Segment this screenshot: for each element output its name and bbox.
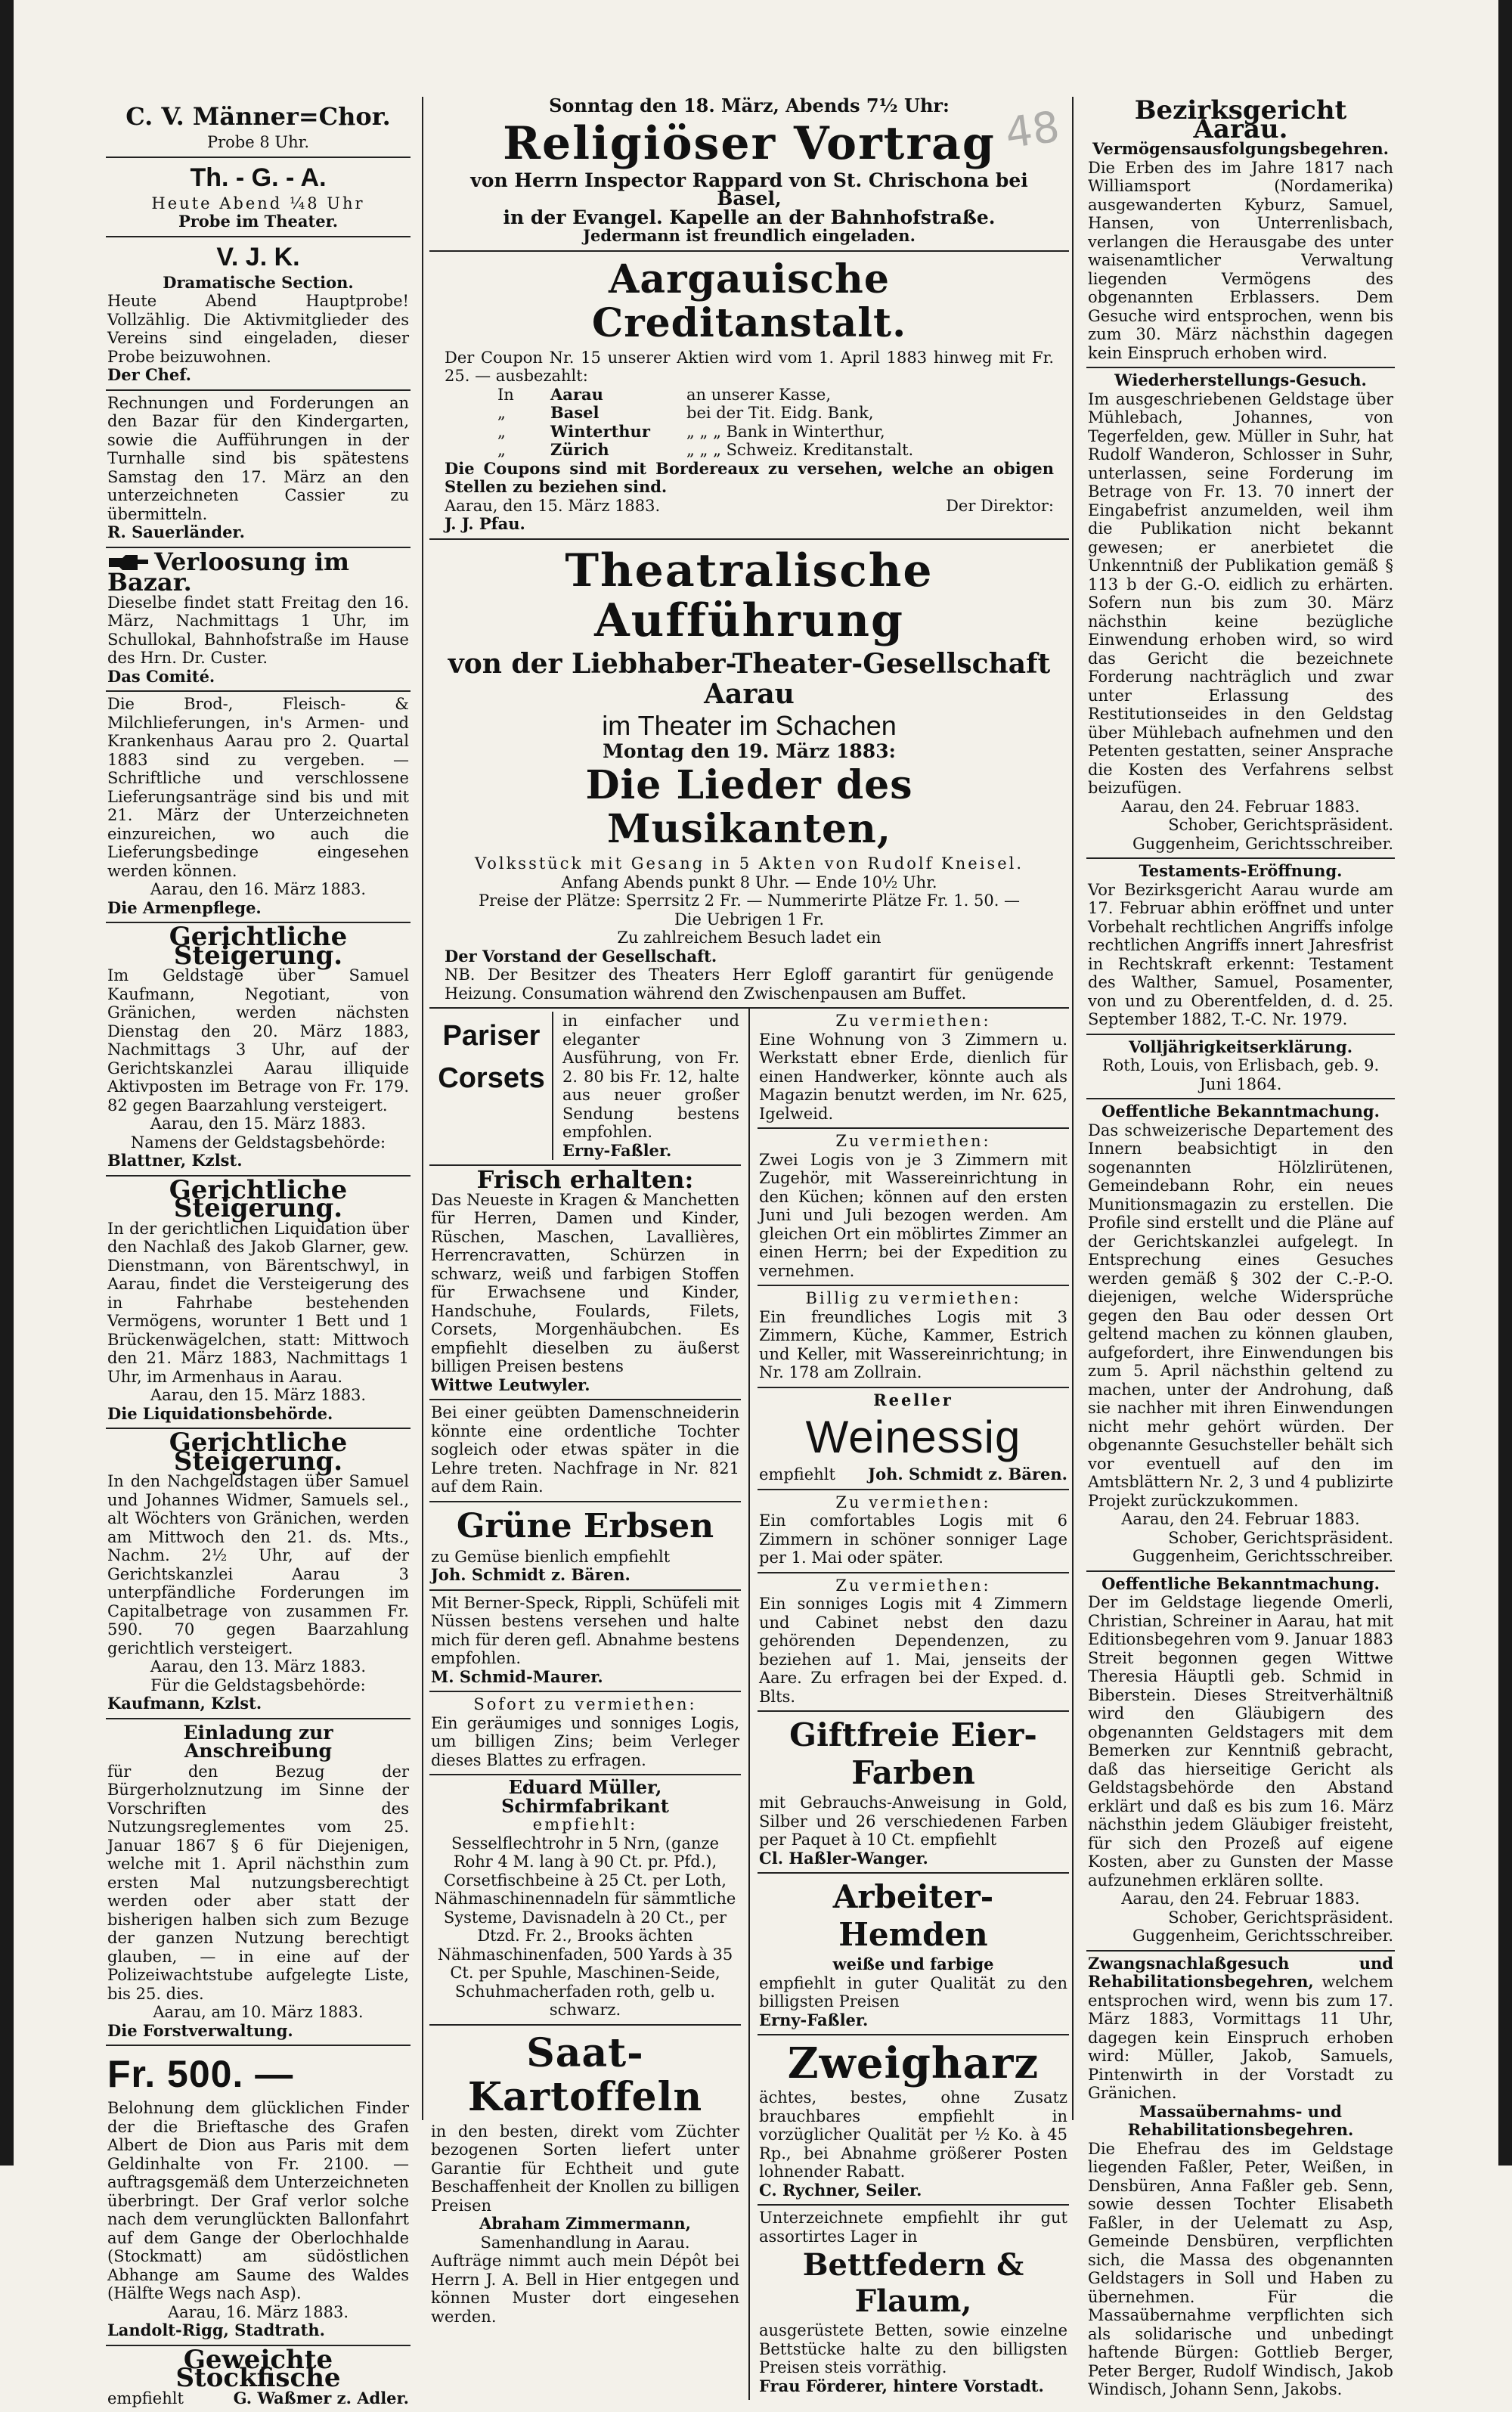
ad-verloosung	[106, 548, 411, 693]
ad-text: ausgerüstete Betten, sowie einzelne Bettstücke halte zu den billigsten Preisen steis vorräthig.	[759, 2321, 1067, 2377]
ad-creditanstalt	[429, 252, 1069, 540]
ad-title: Verloosung im Bazar.	[107, 548, 349, 597]
ad-text: Heute Abend Hauptprobe! Vollzählig. Die Aktivmitglieder des Vereins sind eingeladen, dieser Probe beizuwohnen.	[107, 292, 409, 366]
column-rule-left	[422, 97, 423, 2120]
notice-vermoegensausfolgung	[1086, 97, 1395, 368]
ad-signature: Joh. Schmidt z. Bären.	[431, 1566, 739, 1585]
ad-title: Corsets	[431, 1057, 552, 1099]
ad-signature: Frau Förderer, hintere Vorstadt.	[759, 2377, 1067, 2396]
ad-line: Namens der Geldstagsbehörde:	[107, 1133, 409, 1152]
notice-text: Der im Geldstage liegende Omerli, Christian, Schreiner in Aarau, hat mit Editionsbegehren vom 9. Januar 1883 Streit begonnen gegen Wittwe Theresia Häuptli geb. Schmid in Biberstein. Dieses Streitverhältniß wird den Gläubigern des obgenannten Geldstagers mit dem Bemerken zur Kenntniß gebracht, daß das hierseitige Gericht als Geldstagsbehörde den Abstand erklärt und daß es bis zum 16. März nächsthin jedem Gläubiger freisteht, für sich den Prozeß auf eigene Kosten, aber zu Gunsten der Masse aufzunehmen erklären sollte.	[1088, 1593, 1393, 1890]
ad-date: Aarau, den 15. März 1883.	[107, 1115, 409, 1133]
notice-text: Die Ehefrau des im Geldstage liegenden Faßler, Peter, Weißen, in Densbüren, Anna Faßler geb. Senn, sowie dessen Tochter Elisabeth Faßler, in der Uelematt zu Asp, Gemeinde Densbüren, verpflichten sich, die Massa des obgenannten Geldstagers in Soll und Haben zu übernehmen. Für die Massaübernahme verpflichten sich als solidarische und unbedingt haftende Bürgen: Gottlieb Berger, Peter Berger, Rudolf Windisch, Jakob Windisch, Johann Senn, Jakobs.	[1088, 2140, 1393, 2399]
ad-signature: Der Chef.	[107, 366, 409, 385]
payout-where: „ „ „ Schweiz. Kreditanstalt.	[686, 441, 1054, 460]
payout-city: Basel	[550, 404, 686, 423]
ad-line: Montag den 19. März 1883:	[445, 743, 1054, 761]
ad-signature-label: Der Direktor:	[946, 497, 1054, 516]
ad-maennerchor	[106, 97, 411, 158]
notice-text: Roth, Louis, von Erlisbach, geb. 9. Juni 1864.	[1088, 1056, 1393, 1093]
scan-border-left	[0, 0, 14, 2166]
ad-sofort-vermiethen	[429, 1692, 741, 1775]
notice-text: Die Erben des im Jahre 1817 nach Williamsport (Nordamerika) ausgewanderten Kyburz, Samuel, Hansen, von Unterrenlisbach, verlangen die Herausgabe des unter waisenamtlicher Verwaltung liegenden Vermögens des obgenannten Erblassers. Dem Gesuche wird entsprochen, wenn bis zum 30. März nächsthin dagegen kein Einspruch erhoben wird.	[1088, 159, 1393, 363]
ad-text: Die Brod-, Fleisch- & Milchlieferungen, in's Armen- und Krankenhaus Aarau pro 2. Quartal 1883 sind zu vergeben. — Schriftliche und verschlossene Lieferungsanträge sind bis und mit 21. März der Unterzeichneten einzureichen, wo auch die Lieferungsbedinge eingesehen werden können.	[107, 695, 409, 880]
ad-religioeser-vortrag	[429, 97, 1069, 252]
ad-text: Mit Berner-Speck, Rippli, Schüfeli mit Nüssen bestens versehen und halte mich für deren gefl. Abnahme bestens empfohlen.	[431, 1594, 739, 1668]
ad-title: Zu vermiethen:	[759, 1132, 1067, 1151]
ad-text: mit Gebrauchs-Anweisung in Gold, Silber und 26 verschiedenen Farben per Paquet à 10 Ct. empfiehlt	[759, 1793, 1067, 1849]
ad-title: Eduard Müller, Schirmfabrikant	[431, 1778, 739, 1815]
ad-signature: Die Forstverwaltung.	[107, 2022, 409, 2041]
ad-signature: Blattner, Kzlst.	[107, 1152, 409, 1170]
ad-signature: Landolt-Rigg, Stadtrath.	[107, 2321, 409, 2340]
ad-date: Aarau, den 13. März 1883.	[107, 1657, 409, 1676]
ad-text: Der Coupon Nr. 15 unserer Aktien wird vom 1. April 1883 hinweg mit Fr. 25. — ausbezahlt:	[445, 349, 1054, 386]
ad-arbeiter-hemden	[758, 1874, 1069, 2035]
notice-date: Aarau, den 24. Februar 1883.	[1088, 1510, 1393, 1529]
ad-text: in den besten, direkt vom Züchter bezogenen Sorten liefert unter Garantie für Echtheit und gute Beschaffenheit der Knollen zu billigen Preisen	[431, 2122, 739, 2215]
ad-date: Aarau, den 15. März 1883.	[107, 1386, 409, 1405]
ad-text: Ein sonniges Logis mit 4 Zimmern und Cabinet nebst den dazu gehörenden Dependenzen, zu beziehen auf 1. Mai, jenseits der Aare. Zu erfragen bei der Exped. d. Blts.	[759, 1595, 1067, 1706]
ad-signature: J. J. Pfau.	[445, 515, 1054, 534]
payout-list	[445, 386, 1054, 460]
ad-line: Preise der Plätze: Sperrsitz 2 Fr. — Nummerirte Plätze Fr. 1. 50. —	[445, 891, 1054, 910]
ad-lead: empfiehlt	[107, 2389, 184, 2408]
notice-title: Zwangsnachlaßgesuch und Rehabilitationsbegehren,	[1088, 1954, 1393, 1992]
middle-right-subcolumn	[750, 1009, 1069, 2400]
notice-signature: Schober, Gerichtspräsident.	[1088, 816, 1393, 835]
ad-date: Aarau, 16. März 1883.	[107, 2303, 409, 2322]
notice-title: Wiederherstellungs-Gesuch.	[1088, 371, 1393, 390]
notice-date: Aarau, den 24. Februar 1883.	[1088, 798, 1393, 817]
ad-title: Zu vermiethen:	[759, 1493, 1067, 1512]
ad-text: in einfacher und eleganter Ausführung, von Fr. 2. 80 bis Fr. 12, halte aus neuer großer Sendung bestens empfohlen.	[562, 1012, 739, 1142]
ad-kicker: Reeller	[759, 1391, 1067, 1410]
ad-berner-speck	[429, 1591, 741, 1693]
notice-signature: Guggenheim, Gerichtsschreiber.	[1088, 1927, 1393, 1945]
ad-title: Theatralische Aufführung	[445, 546, 1054, 646]
ad-text: Bei einer geübten Damenschneiderin könnte eine ordentliche Tochter sogleich oder etwas später in die Lehre treten. Nachfrage in Nr. 821 auf dem Rain.	[431, 1403, 739, 1496]
ad-title: Saat-Kartoffeln	[431, 2032, 739, 2119]
ad-steigerung-widmer	[106, 1429, 411, 1719]
notice-zwangsnachlass	[1086, 1952, 1395, 2404]
notice-bekanntmachung-1	[1086, 1099, 1395, 1572]
ad-line: von Herrn Inspector Rappard von St. Chrischona bei Basel,	[445, 172, 1054, 209]
ad-line: Probe im Theater.	[107, 212, 409, 231]
payout-prefix: „	[497, 404, 550, 423]
ad-eier-farben	[758, 1712, 1069, 1874]
ad-title: Zu vermiethen:	[759, 1576, 1067, 1595]
ad-stockfische	[106, 2346, 411, 2412]
ad-text: Ein freundliches Logis mit 3 Zimmern, Küche, Kammer, Estrich und Keller, mit Wassereinrichtung; in Nr. 178 am Zollrain.	[759, 1308, 1067, 1382]
ad-title: Religiöser Vortrag	[445, 119, 1054, 169]
ad-einladung-buergerholz	[106, 1719, 411, 2047]
notice-bekanntmachung-2	[1086, 1572, 1395, 1952]
ad-text: Die Coupons sind mit Bordereaux zu versehen, welche an obigen Stellen zu beziehen sind.	[445, 460, 1054, 497]
ad-signature: Cl. Haßler-Wanger.	[759, 1849, 1067, 1868]
ad-bettfedern	[758, 2206, 1069, 2400]
ad-pariser-corsets	[429, 1009, 741, 1166]
notice-text: Das schweizerische Departement des Innern beabsichtigt in den sogenannten Hölzlirütenen, Gemeindebann Rohr, ein neues Munitionsmagazin zu erstellen. Die Profile sind erstellt und die Pläne auf der Gerichtskanzlei aufgelegt. In Entsprechung eines Gesuches werden gemäß § 302 der C.-P.-O. diejenigen, welche Widersprüche gegen den Bau oder dessen Ort geltend machen zu können glauben, aufgefordert, ihre Einwendungen bis zum 5. April nächsthin geltend zu machen, unter der Androhung, daß sie nachher mit ihren Einwendungen nicht mehr gehört würden. Der obgenannte Gesuchsteller behält sich vor eventuell auf den im Amtsblättern Nr. 2, 3 und 4 publizirte Projekt zurückzukommen.	[1088, 1121, 1393, 1511]
column-right	[1077, 97, 1395, 2128]
notice-text: Vor Bezirksgericht Aarau wurde am 17. Februar abhin eröffnet und unter Vorbehalt rechtlichen Angriffs infolge rechtlichen Angriffs innert Jahresfrist in Rechtskraft erkennt: Testament des Walther, Samuel, Posamenter, von und zu Oberentfelden, d. d. 25. September 1882, T.-C. Nr. 1979.	[1088, 881, 1393, 1029]
ad-date: Aarau, den 15. März 1883.	[445, 497, 660, 516]
payout-prefix: „	[497, 423, 550, 442]
notice-signature: Guggenheim, Gerichtsschreiber.	[1088, 1547, 1393, 1566]
ad-title: Arbeiter-Hemden	[759, 1878, 1067, 1954]
notice-title: Volljährigkeitserklärung.	[1088, 1038, 1393, 1057]
notice-title: Oeffentliche Bekanntmachung.	[1088, 1575, 1393, 1594]
ad-text: Ein comfortables Logis mit 6 Zimmern in schöner sonniger Lage per 1. Mai oder später.	[759, 1511, 1067, 1567]
middle-two-column	[429, 1009, 1069, 2400]
ad-line: Volksstück mit Gesang in 5 Akten von Rudolf Kneisel.	[445, 854, 1054, 873]
ad-eduard-mueller	[429, 1775, 741, 2026]
notice-title: Massaübernahms- und Rehabilitationsbegehren.	[1088, 2103, 1393, 2140]
ad-tga	[106, 158, 411, 237]
ad-title: V. J. K.	[107, 242, 409, 272]
ad-vermiethen-4	[758, 1490, 1069, 1573]
ad-title: Gerichtliche Steigerung.	[107, 1181, 409, 1218]
ad-text: zu Gemüse bienlich empfiehlt	[431, 1548, 739, 1567]
ad-text: für den Bezug der Bürgerholznutzung im Sinne der Vorschriften des Nutzungsreglementes vom 25. Januar 1867 § 6 für Diejenigen, welche mit 1. April nächsthin zum ersten Mal nutzungsberechtigt werden oder aber statt der bisherigen halben sich zum Bezuge der ganzen Nutzung berechtigt glauben, — in eine auf der Polizeiwachtstube aufgelegte Liste, bis 25. dies.	[107, 1762, 409, 2004]
ad-title: Geweichte Stockfische	[107, 2351, 409, 2388]
ad-steigerung-glarner	[106, 1177, 411, 1430]
ad-title: Zu vermiethen:	[759, 1012, 1067, 1031]
ad-title: Billig zu vermiethen:	[759, 1289, 1067, 1308]
ad-rechnungen	[106, 391, 411, 548]
payout-row	[445, 404, 1054, 423]
ad-title: Weinessig	[759, 1412, 1067, 1462]
ad-title: Fr. 500. —	[107, 2052, 409, 2096]
payout-prefix: In	[497, 386, 550, 405]
ad-text: Unterzeichnete empfiehlt ihr gut assortirtes Lager in	[759, 2209, 1067, 2246]
ad-text: Dieselbe findet statt Freitag den 16. März, Nachmittags 1 Uhr, im Schullokal, Bahnhofstraße im Hause des Hrn. Dr. Custer.	[107, 594, 409, 668]
ad-vermiethen-3	[758, 1286, 1069, 1388]
ad-line: Jedermann ist freundlich eingeladen.	[445, 227, 1054, 246]
ad-text: In der gerichtlichen Liquidation über den Nachlaß des Jakob Glarner, gew. Dienstmann, von Bärentschwyl, in Aarau, findet die Versteigerung des in Fahrhabe bestehenden Vermögens, worunter 1 Bett und 1 Brückenwägelchen, statt: Mittwoch den 21. März 1883, Nachmittags 1 Uhr, im Armenhaus in Aarau.	[107, 1220, 409, 1387]
ad-vermiethen-1	[758, 1009, 1069, 1129]
notice-date: Aarau, den 24. Februar 1883.	[1088, 1890, 1393, 1908]
ad-signature: R. Sauerländer.	[107, 523, 409, 542]
ad-text: Aufträge nimmt auch mein Dépôt bei Herrn J. A. Bell in Hier entgegen und können Muster dort eingesehen werden.	[431, 2252, 739, 2326]
ad-title: Sofort zu vermiethen:	[431, 1695, 739, 1714]
ad-signature: Erny-Faßler.	[562, 1142, 739, 1161]
payout-city: Winterthur	[550, 423, 686, 442]
ad-title: Th. - G. - A.	[107, 163, 409, 193]
ad-damenschneiderin	[429, 1400, 741, 1502]
notice-signature: Guggenheim, Gerichtsschreiber.	[1088, 835, 1393, 854]
ad-title: Pariser	[431, 1015, 552, 1057]
ad-line: von der Liebhaber-Theater-Gesellschaft Aarau	[445, 649, 1054, 709]
ad-text: ächtes, bestes, ohne Zusatz brauchbares empfiehlt in vorzüglicher Qualität per ½ Ko. à 45 Rp., bei Abnahme größerer Posten lohnender Rabatt.	[759, 2088, 1067, 2181]
ad-signature: Joh. Schmidt z. Bären.	[868, 1465, 1067, 1484]
ad-line: Für die Geldstagsbehörde:	[107, 1676, 409, 1695]
ad-signature: Der Vorstand der Gesellschaft.	[445, 947, 1054, 966]
ad-signature: C. Rychner, Seiler.	[759, 2181, 1067, 2200]
ad-title: Einladung zur Anschreibung	[107, 1724, 409, 1761]
ad-title: Gerichtliche Steigerung.	[107, 1434, 409, 1471]
ad-text: Ein geräumiges und sonniges Logis, um billigen Zins; beim Verleger dieses Blattes zu erfragen.	[431, 1714, 739, 1770]
payout-row	[445, 386, 1054, 405]
ad-signature: Die Armenpflege.	[107, 899, 409, 918]
ad-weinessig	[758, 1388, 1069, 1490]
payout-city: Aarau	[550, 386, 686, 405]
payout-where: an unserer Kasse,	[686, 386, 1054, 405]
ad-text: In den Nachgeldstagen über Samuel und Johannes Widmer, Samuels sel., alt Wöchters von Gränichen, werden am Mittwoch den 21. ds. Mts., Nachm. 2½ Uhr, auf der Gerichtskanzlei Aarau 3 unterpfändliche Forderungen im Capitalbetrage von zusammen Fr. 590. 70 gegen Baarzahlung gerichtlich versteigert.	[107, 1472, 409, 1657]
ad-title: Bettfedern & Flaum,	[759, 2247, 1067, 2320]
payout-row	[445, 423, 1054, 442]
middle-left-subcolumn	[429, 1009, 750, 2400]
payout-where: „ „ „ Bank in Winterthur,	[686, 423, 1054, 442]
column-middle	[429, 97, 1069, 2128]
ad-signature: Erny-Faßler.	[759, 2011, 1067, 2030]
ad-subtitle: Dramatische Section.	[107, 274, 409, 293]
notice-signature: Schober, Gerichtspräsident.	[1088, 1908, 1393, 1927]
notice-volljaehrigkeit	[1086, 1035, 1395, 1100]
ad-vermiethen-2	[758, 1129, 1069, 1286]
ad-date: Aarau, am 10. März 1883.	[107, 2003, 409, 2022]
ad-text: Im Geldstage über Samuel Kaufmann, Negotiant, von Gränichen, werden nächsten Dienstag den 20. März 1883, Nachmittags 3 Uhr, auf der Gerichtskanzlei Aarau illiquide Aktivposten im Betrage von Fr. 179. 82 gegen Baarzahlung versteigert.	[107, 966, 409, 1115]
notice-text	[1088, 1955, 1393, 2103]
ad-line: Probe 8 Uhr.	[107, 133, 409, 152]
ad-play-title: Die Lieder des Musikanten,	[445, 764, 1054, 851]
payout-prefix: „	[497, 441, 550, 460]
ad-text: Rechnungen und Forderungen an den Bazar für den Kindergarten, sowie die Aufführungen in der Turnhalle sind bis spätestens Samstag den 17. März an den unterzeichneten Cassier zu übermitteln.	[107, 394, 409, 524]
ad-vermiethen-5	[758, 1573, 1069, 1713]
ad-lead: empfiehlt	[759, 1465, 835, 1484]
ad-title: C. V. Männer=Chor.	[107, 101, 409, 132]
ad-saat-kartoffeln	[429, 2026, 741, 2331]
ad-text: Das Neueste in Kragen & Manchetten für Herren, Damen und Kinder, Rüschen, Maschen, Lavallières, Herrencravatten, Schürzen in schwarz, weiß und farbigen Stoffen für Erwachsene und Kinder, Handschuhe, Foulards, Filets, Corsets, Morgenhäubchen. Es empfiehlt dieselben zu äußerst billigen Preisen bestens	[431, 1191, 739, 1376]
ad-text: Eine Wohnung von 3 Zimmern u. Werkstatt ebner Erde, dienlich für einen Handwerker, könnte auch als Magazin benutzt werden, im Nr. 625, Igelweid.	[759, 1031, 1067, 1124]
ad-signature: Kaufmann, Kzlst.	[107, 1694, 409, 1713]
ad-signature: Abraham Zimmermann,	[431, 2215, 739, 2234]
ad-vjk	[106, 237, 411, 391]
scan-border-right	[1498, 0, 1512, 2166]
ad-signature: M. Schmid-Maurer.	[431, 1668, 739, 1687]
ad-line: im Theater im Schachen	[445, 711, 1054, 741]
ad-text: Belohnung dem glücklichen Finder der die Brieftasche des Grafen Albert de Dion aus Paris mit dem Geldinhalte von Fr. 2100. — auftragsgemäß dem Unterzeichneten überbringt. Der Graf verlor solche nach dem verunglückten Ballonfahrt auf dem Gange der Oberlochhalde (Stockmatt) am südöstlichen Abhange am Saume des Waldes (Hälfte Wegs nach Asp).	[107, 2099, 409, 2303]
ad-line: Anfang Abends punkt 8 Uhr. — Ende 10½ Uhr.	[445, 873, 1054, 892]
ad-steigerung-kaufmann	[106, 923, 411, 1177]
ad-subtitle: weiße und farbige	[759, 1955, 1067, 1974]
notice-title: Testaments-Eröffnung.	[1088, 862, 1393, 881]
notice-title: Oeffentliche Bekanntmachung.	[1088, 1102, 1393, 1121]
notice-signature: Schober, Gerichtspräsident.	[1088, 1529, 1393, 1548]
ad-date: Aarau, den 16. März 1883.	[107, 880, 409, 899]
notice-text: welchem entsprochen wird, wenn bis zum 17. März 1883, Vormittags 11 Uhr, dagegen kein Einspruch erhoben wird: Müller, Jakob, Samuels, Pintenwirth in der Vorstadt zu Gränichen.	[1088, 1973, 1393, 2102]
ad-brodlieferungen	[106, 692, 411, 923]
ad-gruene-erbsen	[429, 1502, 741, 1591]
ad-title: Frisch erhalten:	[431, 1170, 739, 1189]
ad-zweigharz	[758, 2035, 1069, 2206]
ad-theater	[429, 540, 1069, 1009]
ad-title: Zweigharz	[759, 2042, 1067, 2085]
ad-title: Aargauische Creditanstalt.	[445, 258, 1054, 346]
ad-title: Grüne Erbsen	[431, 1507, 739, 1546]
ad-belohnung	[106, 2046, 411, 2346]
payout-row	[445, 441, 1054, 460]
ad-signature: G. Waßmer z. Adler.	[234, 2389, 409, 2408]
payout-city: Zürich	[550, 441, 686, 460]
ad-note: NB. Der Besitzer des Theaters Herr Egloff garantirt für genügende Heizung. Consumation während den Zwischenpausen am Buffet.	[445, 966, 1054, 1003]
pencil-page-number: 48	[1002, 102, 1063, 158]
ad-title: Giftfreie Eier-Farben	[759, 1716, 1067, 1792]
column-left	[106, 97, 420, 2128]
column-rule-right	[1072, 97, 1074, 2120]
notice-title: Vermögensausfolgungsbegehren.	[1088, 140, 1393, 159]
ad-signature: Das Comité.	[107, 668, 409, 687]
notice-testament	[1086, 859, 1395, 1035]
payout-where: bei der Tit. Eidg. Bank,	[686, 404, 1054, 423]
ad-line: Sonntag den 18. März, Abends 7½ Uhr:	[445, 97, 1054, 116]
ad-line: Die Uebrigen 1 Fr.	[445, 910, 1054, 929]
ad-text: Zwei Logis von je 3 Zimmern mit Zugehör, mit Wassereinrichtung in den Küchen; können auf den ersten Juni und Juli bezogen werden. Am gleichen Ort ein möblirtes Zimmer an einen Herrn; bei der Expedition zu vernehmen.	[759, 1151, 1067, 1281]
ad-frisch-erhalten	[429, 1166, 741, 1400]
ad-line: Zu zahlreichem Besuch ladet ein	[445, 929, 1054, 947]
ad-title: Gerichtliche Steigerung.	[107, 928, 409, 965]
ad-signature: Die Liquidationsbehörde.	[107, 1405, 409, 1424]
section-title: Bezirksgericht Aarau.	[1088, 101, 1393, 138]
ad-text: empfiehlt in guter Qualität zu den billigsten Preisen	[759, 1974, 1067, 2011]
notice-text: Im ausgeschriebenen Geldstage über Mühlebach, Johannes, von Tegerfelden, gew. Müller in Suhr, hat Rudolf Wanderon, Schlosser in Suhr, unterlassen, seine Forderung im Betrage von Fr. 13. 70 innert der Eingabefrist anzumelden, weil ihm die Publikation nicht bekannt gewesen; er anerbietet die Unkenntniß der Publikation gemäß § 113 b der G.-O. eidlich zu erhärten. Sofern nun bis zum 30. März nächsthin keine bezügliche Einwendung erhoben wird, so wird das Gericht die bezeichnete Forderung nachträglich und zwar unter Erlassung des Restitutionseides in den Geldstag über Mühlebach aufnehmen und den Petenten gestatten, seiner Ansprache die Kosten des Verfahrens selbst beizufügen.	[1088, 390, 1393, 798]
ad-line: Heute Abend ¼8 Uhr	[107, 194, 409, 213]
notice-wiederherstellung	[1086, 368, 1395, 859]
ad-subtitle: empfiehlt:	[431, 1815, 739, 1834]
ad-signature-line: Samenhandlung in Aarau.	[431, 2234, 739, 2252]
ad-line: in der Evangel. Kapelle an der Bahnhofstraße.	[445, 209, 1054, 228]
ad-text: Sesselflechtrohr in 5 Nrn, (ganze Rohr 4 M. lang à 90 Ct. pr. Pfd.), Corsetfischbeine à 25 Ct. per Loth, Nähmaschinennadeln für sämmtliche Systeme, Davisnadeln à 20 Ct., per Dtzd. Fr. 2., Brooks ächten Nähmaschinenfaden, 500 Yards à 35 Ct. per Spuhle, Maschinen-Seide, Schuhmacherfaden roth, gelb u. schwarz.	[431, 1834, 739, 2020]
ad-signature: Wittwe Leutwyler.	[431, 1376, 739, 1395]
